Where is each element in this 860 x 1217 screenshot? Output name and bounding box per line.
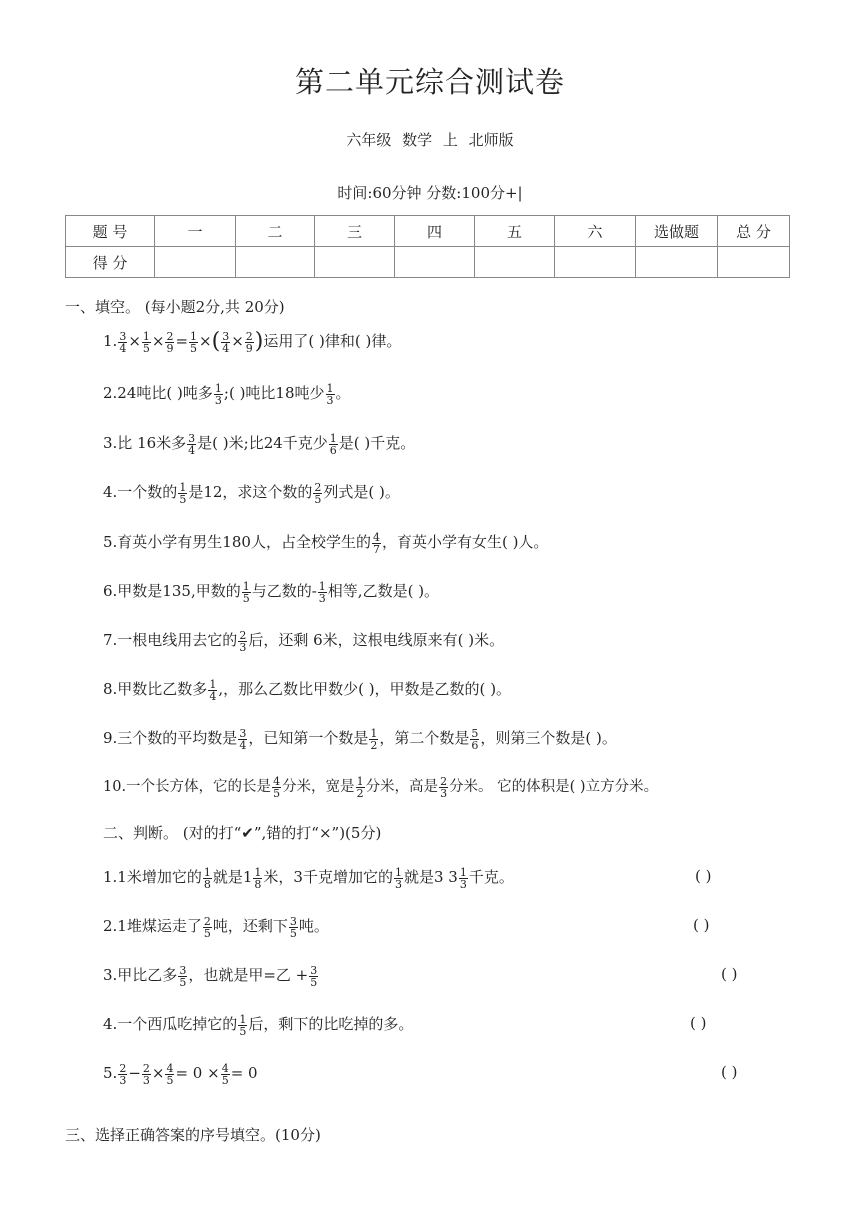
fraction	[329, 433, 338, 456]
score-table-score-row	[66, 247, 790, 278]
denominator: 8	[203, 877, 211, 891]
denominator: 5	[142, 341, 150, 355]
numerator: 1	[329, 431, 337, 445]
fraction	[394, 867, 403, 890]
score-row-label: 得 分	[66, 247, 155, 278]
fraction	[245, 331, 254, 354]
question-text: 10.一个长方体，它的长是	[103, 779, 272, 795]
numerator: 1	[242, 579, 250, 593]
fraction	[208, 679, 217, 702]
fraction	[221, 331, 230, 354]
answer-paren[interactable]: ( )	[721, 965, 738, 983]
fraction	[118, 1063, 127, 1086]
question-2	[103, 380, 351, 406]
question-text: 后，剩下的比吃掉的多。	[248, 1015, 414, 1033]
judgment-2	[103, 913, 329, 939]
denominator: 5	[273, 786, 281, 800]
numerator: 3	[310, 963, 318, 977]
numerator: 1	[209, 677, 217, 691]
question-text: 3.甲比乙多	[103, 966, 178, 984]
operator: −	[128, 1064, 141, 1082]
fraction	[272, 776, 281, 799]
denominator: 5	[314, 492, 322, 506]
fraction	[289, 916, 298, 939]
fraction	[189, 331, 198, 354]
question-text: )律。	[360, 332, 402, 350]
denominator: 5	[239, 1024, 247, 1038]
numerator: 3	[239, 726, 247, 740]
denominator: 3	[214, 393, 222, 407]
section-heading-multiple-choice: 三、选择正确答案的序号填空。(10分)	[65, 1126, 321, 1144]
numerator: 1	[214, 381, 222, 395]
denominator: 2	[370, 738, 378, 752]
score-header-cell: 选做题	[636, 216, 718, 247]
question-6	[103, 578, 439, 604]
question-text: ，也就是甲=乙 +	[188, 966, 309, 984]
denominator: 6	[471, 738, 479, 752]
score-table-header-row	[66, 216, 790, 247]
question-text: = 0	[230, 1064, 258, 1082]
question-text: 1.1米增加它的	[103, 868, 202, 886]
question-text: )。	[374, 483, 400, 501]
question-text: 与乙数的-	[251, 582, 317, 600]
question-text: ，第二个数是	[379, 729, 470, 747]
fraction	[203, 867, 212, 890]
score-cell[interactable]	[555, 247, 636, 278]
score-cell[interactable]	[718, 247, 790, 278]
question-4	[103, 479, 400, 505]
numerator: 1	[459, 865, 467, 879]
question-text: 4.一个数的	[103, 483, 178, 501]
question-text: ,，那么乙数比甲数少(	[218, 680, 364, 698]
judgment-4	[103, 1011, 413, 1037]
fraction	[178, 965, 187, 988]
question-text: 4.一个西瓜吃掉它的	[103, 1015, 238, 1033]
question-text: ，已知第一个数是	[248, 729, 369, 747]
fraction	[238, 728, 247, 751]
score-table	[65, 215, 790, 278]
fraction	[214, 383, 223, 406]
score-cell[interactable]	[315, 247, 395, 278]
question-number: 5.	[103, 1064, 118, 1082]
numerator: 2	[166, 329, 174, 343]
question-text: 运用了(	[263, 332, 315, 350]
numerator: 2	[142, 1061, 150, 1075]
score-cell[interactable]	[475, 247, 555, 278]
fraction	[470, 728, 479, 751]
question-text: 2.24吨比(	[103, 384, 173, 402]
numerator: 1	[142, 329, 150, 343]
question-text: = 0 ×	[175, 1064, 220, 1082]
question-text: 分米，宽是	[282, 779, 355, 795]
question-text: 吨，还剩下	[212, 917, 288, 935]
question-text: 。	[335, 384, 351, 402]
denominator: 2	[356, 786, 364, 800]
question-text: )律和(	[314, 332, 361, 350]
numerator: 4	[372, 530, 380, 544]
fraction	[309, 965, 318, 988]
numerator: 4	[166, 1061, 174, 1075]
numerator: 3	[188, 431, 196, 445]
score-header-cell: 总 分	[718, 216, 790, 247]
numerator: 3	[222, 329, 230, 343]
right-paren: )	[254, 329, 264, 354]
question-text: )米;比24千克少	[218, 434, 328, 452]
fraction	[326, 383, 335, 406]
score-cell[interactable]	[395, 247, 475, 278]
question-text: )。	[591, 729, 617, 747]
numerator: 2	[239, 628, 247, 642]
fraction	[118, 331, 127, 354]
numerator: 1	[318, 579, 326, 593]
question-8	[103, 676, 511, 702]
question-text: )千克。	[359, 434, 416, 452]
question-text: 分米。 它的体积是(	[449, 779, 576, 795]
question-text: ，育英小学有女生(	[381, 533, 508, 551]
fraction	[318, 581, 327, 604]
fraction	[165, 1063, 174, 1086]
numerator: 1	[370, 726, 378, 740]
question-text: 相等,乙数是(	[327, 582, 414, 600]
question-text: 米，3千克增加它的	[263, 868, 393, 886]
denominator: 3	[326, 393, 334, 407]
score-header-cell: 五	[475, 216, 555, 247]
question-5	[103, 529, 548, 555]
denominator: 9	[166, 341, 174, 355]
question-text: 6.甲数是135,甲数的	[103, 582, 241, 600]
fraction	[187, 433, 196, 456]
score-cell[interactable]	[155, 247, 236, 278]
denominator: 3	[119, 1073, 127, 1087]
fraction	[439, 776, 448, 799]
numerator: 2	[119, 1061, 127, 1075]
section-heading-true-false: 二、判断。 (对的打“✔”,错的打“×”)(5分)	[103, 824, 382, 842]
section-heading-fill-blank: 一、填空。 (每小题2分,共 20分)	[65, 298, 285, 316]
denominator: 5	[179, 492, 187, 506]
numerator: 4	[221, 1061, 229, 1075]
question-text: )，甲数是乙数的(	[363, 680, 486, 698]
question-3	[103, 430, 415, 456]
judgment-3	[103, 962, 319, 988]
fraction	[372, 532, 381, 555]
numerator: 1	[394, 865, 402, 879]
judgment-1	[103, 864, 514, 890]
numerator: 4	[273, 774, 281, 788]
fraction	[165, 331, 174, 354]
denominator: 3	[459, 877, 467, 891]
denominator: 3	[394, 877, 402, 891]
question-text: 7.一根电线用去它的	[103, 631, 238, 649]
score-cell[interactable]	[236, 247, 315, 278]
fraction	[238, 1014, 247, 1037]
question-text: 5.育英小学有男生180人，占全校学生的	[103, 533, 371, 551]
numerator: 3	[289, 914, 297, 928]
judgment-5	[103, 1060, 258, 1086]
denominator: 3	[239, 640, 247, 654]
question-7	[103, 627, 504, 653]
question-text: 就是1	[212, 868, 253, 886]
numerator: 2	[245, 329, 253, 343]
question-text: 9.三个数的平均数是	[103, 729, 238, 747]
numerator: 5	[471, 726, 479, 740]
denominator: 5	[242, 591, 250, 605]
answer-paren[interactable]: ( )	[693, 916, 710, 934]
question-text: 是(	[338, 434, 360, 452]
denominator: 5	[166, 1073, 174, 1087]
subtitle: 六年级 数学 上 北师版	[346, 131, 514, 149]
denominator: 6	[329, 443, 337, 457]
question-number: 1.	[103, 332, 118, 350]
numerator: 1	[254, 865, 262, 879]
denominator: 3	[142, 1073, 150, 1087]
question-text: )吨比18吨少	[234, 384, 325, 402]
denominator: 5	[221, 1073, 229, 1087]
answer-paren[interactable]: ( )	[721, 1063, 738, 1081]
denominator: 5	[203, 926, 211, 940]
numerator: 2	[314, 480, 322, 494]
question-10	[103, 774, 658, 800]
question-text: 千克。	[468, 868, 514, 886]
denominator: 3	[318, 591, 326, 605]
denominator: 4	[188, 443, 196, 457]
question-text: )吨多	[172, 384, 213, 402]
numerator: 3	[119, 329, 127, 343]
question-1: 1. $\frac{3}{4}$ × $\frac{1}{5}$ × $\frac{2}{9}$ = $\frac{1}{5}$ ×( $\frac{3}{4}$ × $\frac{2}{9}$ )运用了( )律和( )律。	[103, 329, 402, 355]
left-paren: (	[211, 329, 221, 354]
question-text: 是(	[197, 434, 219, 452]
numerator: 2	[440, 774, 448, 788]
fraction	[238, 630, 247, 653]
question-text: )立方分米。	[575, 779, 659, 795]
fraction	[142, 1063, 151, 1086]
denominator: 4	[119, 341, 127, 355]
score-header-cell: 题 号	[66, 216, 155, 247]
question-text: )。	[485, 680, 512, 698]
score-header-cell: 三	[315, 216, 395, 247]
question-text: 8.甲数比乙数多	[103, 680, 208, 698]
fraction	[356, 776, 365, 799]
question-text: 是12，求这个数的	[188, 483, 313, 501]
score-header-cell: 六	[555, 216, 636, 247]
question-text: 后，还剩 6米，这根电线原来有(	[248, 631, 464, 649]
question-text: 吨。	[298, 917, 329, 935]
fraction	[221, 1063, 230, 1086]
fraction	[313, 482, 322, 505]
score-cell[interactable]	[636, 247, 718, 278]
page-title: 第二单元综合测试卷	[294, 65, 565, 99]
numerator: 1	[326, 381, 334, 395]
denominator: 8	[254, 877, 262, 891]
denominator: 4	[209, 689, 217, 703]
score-header-cell: 二	[236, 216, 315, 247]
time-score-info: 时间:60分钟 分数:100分+|	[337, 184, 523, 202]
fraction	[242, 581, 251, 604]
denominator: 5	[310, 975, 318, 989]
question-text: ，则第三个数是(	[480, 729, 592, 747]
question-text: 2.1堆煤运走了	[103, 917, 202, 935]
numerator: 1	[179, 480, 187, 494]
fraction	[459, 867, 468, 890]
fraction	[253, 867, 262, 890]
fraction	[142, 331, 151, 354]
numerator: 2	[203, 914, 211, 928]
score-header-cell: 四	[395, 216, 475, 247]
answer-paren[interactable]: ( )	[695, 867, 712, 885]
denominator: 4	[222, 341, 230, 355]
numerator: 1	[239, 1012, 247, 1026]
denominator: 5	[289, 926, 297, 940]
question-text: ;(	[223, 384, 235, 402]
operator: ×	[151, 1064, 165, 1082]
question-text: 就是3 3	[403, 868, 458, 886]
fraction	[203, 916, 212, 939]
denominator: 5	[179, 975, 187, 989]
denominator: 3	[440, 786, 448, 800]
fraction	[369, 728, 378, 751]
denominator: 9	[245, 341, 253, 355]
numerator: 3	[179, 963, 187, 977]
question-text: 分米，高是	[365, 779, 439, 795]
answer-paren[interactable]: ( )	[690, 1014, 707, 1032]
score-header-cell: 一	[155, 216, 236, 247]
denominator: 5	[190, 341, 198, 355]
denominator: 7	[372, 542, 380, 556]
numerator: 1	[190, 329, 198, 343]
question-text: )人。	[507, 533, 549, 551]
question-text: 列式是(	[323, 483, 375, 501]
numerator: 1	[356, 774, 364, 788]
denominator: 4	[239, 738, 247, 752]
fraction	[178, 482, 187, 505]
question-text: )米。	[463, 631, 505, 649]
question-text: 3.比 16米多	[103, 434, 187, 452]
numerator: 1	[203, 865, 211, 879]
question-9	[103, 725, 617, 751]
question-text: )。	[413, 582, 440, 600]
